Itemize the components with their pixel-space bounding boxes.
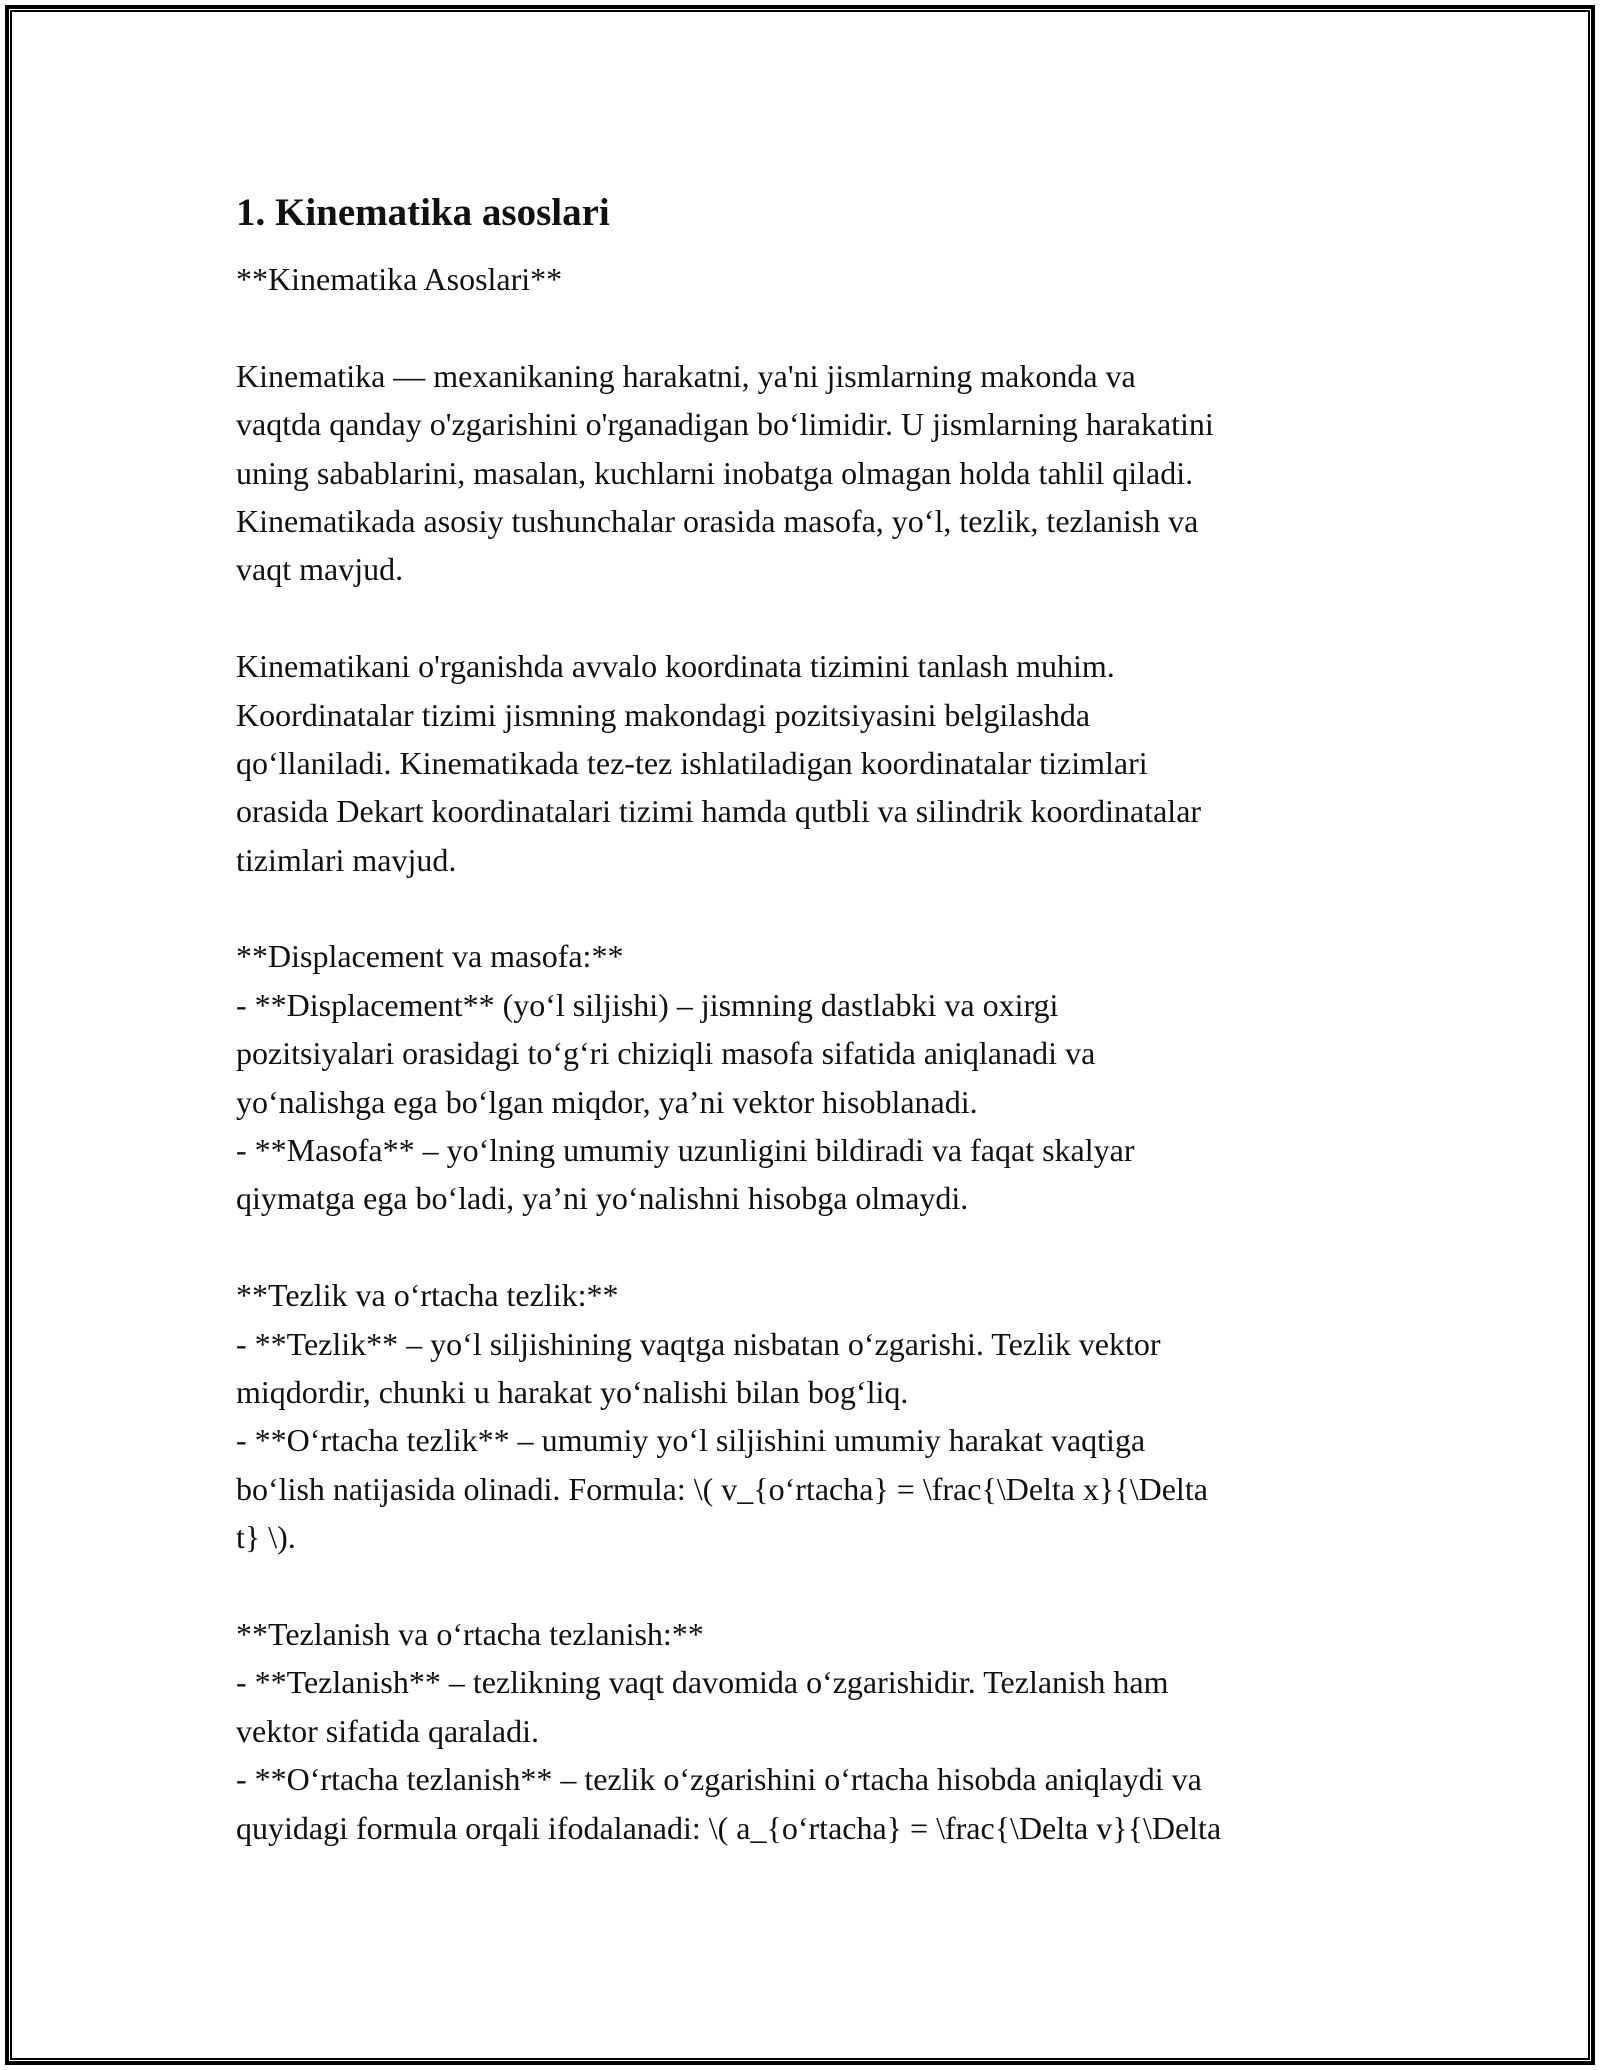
blank-line — [236, 594, 1376, 642]
section-heading-line: **Kinematika Asoslari** — [236, 261, 563, 297]
paragraph-kinematika-definition — [236, 352, 1376, 594]
text-line: vektor sifatida qaraladi. — [236, 1712, 539, 1749]
text-line: yo‘nalishga ega bo‘lgan miqdor, ya’ni vektor hisoblanadi. — [236, 1083, 978, 1120]
text-line: bo‘lish natijasida olinadi. Formula: \( v_{o‘rtacha} = \frac{\Delta x}{\Delta — [236, 1470, 1208, 1507]
text-line: Kinematikada asosiy tushunchalar orasida masofa, yo‘l, tezlik, tezlanish va — [236, 502, 1199, 539]
text-line: - **Displacement** (yo‘l siljishi) – jismning dastlabki va oxirgi — [236, 986, 1059, 1023]
text-line: t} \). — [236, 1519, 296, 1556]
document-title: 1. Kinematika asoslari — [236, 191, 610, 234]
text-line: uning sabablarini, masalan, kuchlarni inobatga olmagan holda tahlil qiladi. — [236, 454, 1194, 491]
text-line: **Tezlanish va o‘rtacha tezlanish:** — [236, 1615, 704, 1652]
text-line: miqdordir, chunki u harakat yo‘nalishi bilan bog‘liq. — [236, 1373, 909, 1410]
text-line: - **Tezlanish** – tezlikning vaqt davomida o‘zgarishidir. Tezlanish ham — [236, 1664, 1169, 1701]
text-line: Kinematika — mexanikaning harakatni, ya'ni jismlarning makonda va — [236, 357, 1136, 394]
text-line: vaqtda qanday o'zgarishini o'rganadigan bo‘limidir. U jismlarning harakatini — [236, 406, 1214, 443]
text-line: Kinematikani o'rganishda avvalo koordinata tizimini tanlash muhim. — [236, 648, 1115, 685]
section-displacement — [236, 932, 1376, 1222]
text-line: tizimlari mavjud. — [236, 841, 457, 878]
text-line: - **O‘rtacha tezlik** – umumiy yo‘l siljishini umumiy harakat vaqtiga — [236, 1422, 1146, 1459]
blank-line — [236, 884, 1376, 932]
text-line: orasida Dekart koordinatalari tizimi hamda qutbli va silindrik koordinatalar — [236, 793, 1202, 830]
section-acceleration — [236, 1610, 1376, 1852]
text-line: pozitsiyalari orasidagi to‘g‘ri chiziqli masofa sifatida aniqlanadi va — [236, 1035, 1096, 1072]
text-line: - **Masofa** – yo‘lning umumiy uzunligini bildiradi va faqat skalyar — [236, 1132, 1135, 1169]
blank-line — [236, 1562, 1376, 1610]
text-line: - **Tezlik** – yo‘l siljishining vaqtga nisbatan o‘zgarishi. Tezlik vektor — [236, 1325, 1161, 1362]
text-line: qo‘llaniladi. Kinematikada tez-tez ishlatiladigan koordinatalar tizimlari — [236, 744, 1148, 781]
text-line: - **O‘rtacha tezlanish** – tezlik o‘zgarishini o‘rtacha hisobda aniqlaydi va — [236, 1761, 1202, 1798]
text-line: quyidagi formula orqali ifodalanadi: \( a_{o‘rtacha} = \frac{\Delta v}{\Delta — [236, 1809, 1222, 1846]
paragraph-coordinate-systems — [236, 642, 1376, 884]
section-velocity — [236, 1271, 1376, 1561]
text-line: **Displacement va masofa:** — [236, 938, 624, 975]
text-line: qiymatga ega bo‘ladi, ya’ni yo‘nalishni hisobga olmaydi. — [236, 1180, 969, 1217]
text-line: **Tezlik va o‘rtacha tezlik:** — [236, 1277, 619, 1314]
text-line: vaqt mavjud. — [236, 551, 404, 588]
blank-line — [236, 1223, 1376, 1271]
blank-line — [236, 303, 1376, 351]
text-line: Koordinatalar tizimi jismning makondagi pozitsiyasini belgilashda — [236, 696, 1091, 733]
document-body — [236, 185, 1376, 1852]
